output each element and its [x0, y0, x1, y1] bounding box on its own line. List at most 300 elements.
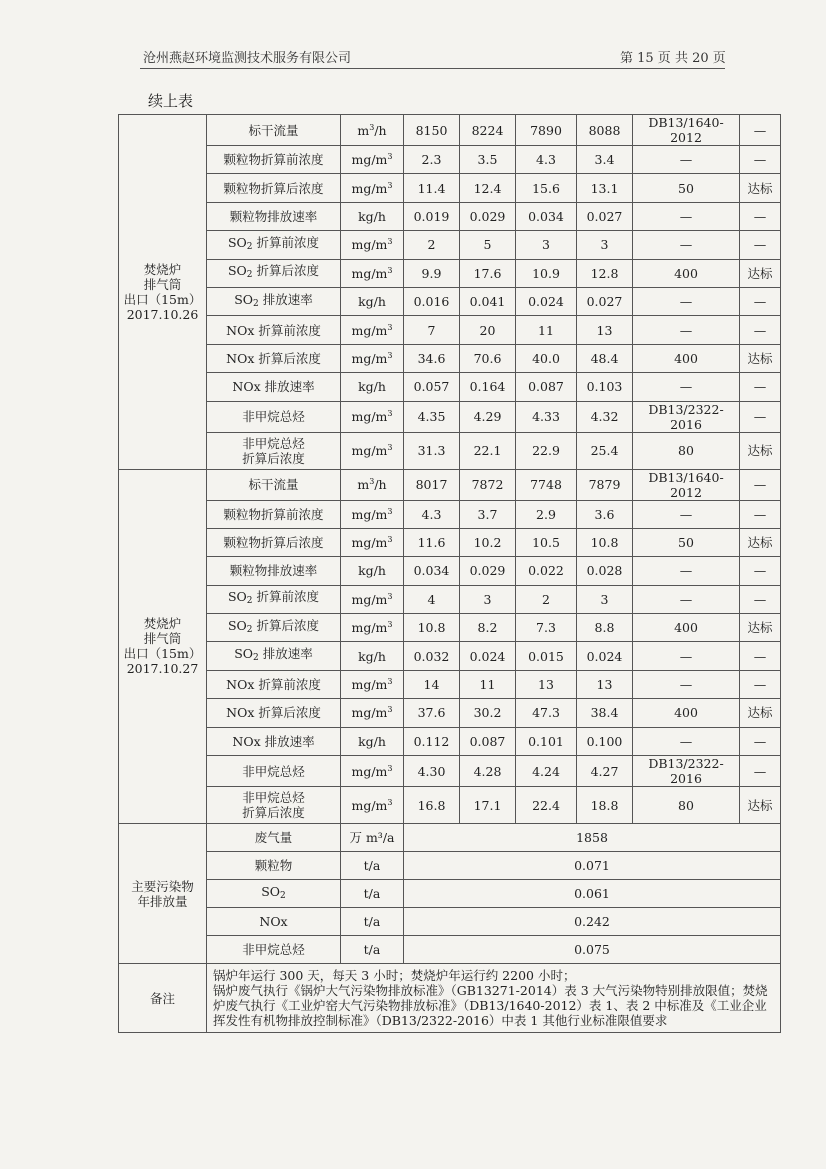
standard-limit: 400	[633, 259, 740, 287]
standard-limit: DB13/1640-2012	[633, 469, 740, 500]
annual-item	[207, 852, 341, 880]
measurement-value: 48.4	[577, 344, 633, 372]
group-label-line: 2017.10.27	[126, 661, 199, 677]
measurement-value: 4.24	[516, 756, 577, 787]
measurement-value: 8.2	[460, 614, 516, 642]
table-row	[119, 174, 781, 202]
unit-cell	[341, 287, 404, 315]
measurement-value: 13	[577, 670, 633, 698]
annual-item	[207, 908, 341, 936]
unit-text: kg/h	[358, 294, 386, 310]
unit-text: $mg/m^3$	[351, 443, 393, 459]
standard-limit: —	[633, 202, 740, 230]
unit-cell	[341, 432, 404, 469]
pollutant-item-line: 非甲烷总烃	[242, 435, 305, 451]
measurement-value: 10.8	[577, 528, 633, 556]
table-row	[119, 344, 781, 372]
measurement-value: 0.022	[516, 557, 577, 585]
measurement-value: 13	[577, 316, 633, 344]
group-label-line: 排气筒	[143, 631, 182, 647]
unit-cell	[341, 316, 404, 344]
standard-limit: —	[633, 670, 740, 698]
unit-text: kg/h	[358, 563, 386, 579]
pollutant-item	[207, 528, 341, 556]
unit-cell	[341, 344, 404, 372]
measurement-value: 34.6	[404, 344, 460, 372]
compliance-result: —	[740, 146, 781, 174]
pollutant-item	[207, 146, 341, 174]
pollutant-item-text: $SO_2$ 折算后浓度	[227, 263, 320, 281]
continued-table-label: 续上表	[148, 92, 194, 110]
measurement-value: 4.28	[460, 756, 516, 787]
pollutant-item-text: 颗粒物折算后浓度	[223, 535, 324, 551]
table-row	[119, 727, 781, 755]
unit-text: $mg/m^3$	[351, 237, 393, 253]
pollutant-item	[207, 202, 341, 230]
measurement-value: 0.027	[577, 287, 633, 315]
compliance-result: —	[740, 316, 781, 344]
annual-row	[119, 824, 781, 852]
page-number: 第 15 页 共 20 页	[620, 51, 726, 66]
compliance-result: —	[740, 231, 781, 259]
pollutant-item	[207, 787, 341, 824]
measurement-value: 7.3	[516, 614, 577, 642]
measurement-value: 3	[577, 231, 633, 259]
annual-unit: t/a	[341, 908, 404, 936]
pollutant-item-text: 颗粒物折算前浓度	[223, 506, 324, 522]
measurement-value: 22.9	[516, 432, 577, 469]
table-row	[119, 231, 781, 259]
table-row	[119, 585, 781, 613]
measurement-value: 3.7	[460, 500, 516, 528]
measurement-value: 0.028	[577, 557, 633, 585]
standard-limit: DB13/2322-2016	[633, 401, 740, 432]
measurement-value: 0.101	[516, 727, 577, 755]
measurement-value: 15.6	[516, 174, 577, 202]
table-row	[119, 259, 781, 287]
pollutant-item-text: 非甲烷总烃	[242, 763, 305, 779]
pollutant-item-text: 颗粒物折算前浓度	[223, 152, 324, 168]
notes-label: 备注	[119, 964, 207, 1033]
notes-line: 锅炉年运行 300 天，每天 3 小时；焚烧炉年运行约 2200 小时；	[213, 968, 576, 984]
measurement-value: 0.024	[516, 287, 577, 315]
measurement-value: 16.8	[404, 787, 460, 824]
table-row	[119, 787, 781, 824]
unit-cell	[341, 469, 404, 500]
pollutant-item	[207, 174, 341, 202]
pollutant-item-line: 折算后浓度	[242, 450, 305, 466]
table-row	[119, 316, 781, 344]
measurement-value: 4.27	[577, 756, 633, 787]
measurement-value: 0.027	[577, 202, 633, 230]
measurement-value: 8224	[460, 115, 516, 146]
measurement-value: 3.6	[577, 500, 633, 528]
measurement-value: 0.087	[516, 373, 577, 401]
pollutant-item-text: $SO_2$ 折算后浓度	[227, 617, 320, 635]
unit-text: kg/h	[358, 208, 386, 224]
measurement-value: 0.024	[577, 642, 633, 670]
compliance-result: 达标	[740, 259, 781, 287]
compliance-result: —	[740, 585, 781, 613]
standard-limit: —	[633, 585, 740, 613]
compliance-result: —	[740, 202, 781, 230]
standard-limit: —	[633, 373, 740, 401]
annual-item-text: 非甲烷总烃	[242, 942, 305, 958]
measurement-value: 0.032	[404, 642, 460, 670]
measurement-value: 25.4	[577, 432, 633, 469]
pollutant-item-text: $SO_2$ 折算前浓度	[227, 234, 320, 252]
measurement-value: 11	[516, 316, 577, 344]
unit-text: $mg/m^3$	[351, 763, 393, 779]
pollutant-item-text: 标干流量	[248, 122, 299, 138]
pollutant-item	[207, 115, 341, 146]
measurement-value: 17.6	[460, 259, 516, 287]
measurement-value: 0.112	[404, 727, 460, 755]
table-row	[119, 500, 781, 528]
table-row	[119, 202, 781, 230]
measurement-value: 47.3	[516, 699, 577, 727]
measurement-value: 20	[460, 316, 516, 344]
group-label-line: 2017.10.26	[126, 306, 199, 322]
measurement-value: 11	[460, 670, 516, 698]
measurement-value: 8017	[404, 469, 460, 500]
standard-limit: 400	[633, 614, 740, 642]
unit-text: $m^3/h$	[357, 122, 387, 138]
unit-cell	[341, 259, 404, 287]
header-divider	[140, 68, 725, 69]
measurement-value: 22.1	[460, 432, 516, 469]
standard-limit: —	[633, 146, 740, 174]
standard-limit: 80	[633, 432, 740, 469]
annual-value: 0.071	[404, 852, 781, 880]
measurement-value: 0.029	[460, 202, 516, 230]
unit-cell	[341, 373, 404, 401]
annual-unit: t/a	[341, 936, 404, 964]
pollutant-item	[207, 287, 341, 315]
measurement-value: 13.1	[577, 174, 633, 202]
annual-item	[207, 824, 341, 852]
compliance-result: —	[740, 469, 781, 500]
measurement-value: 4.3	[516, 146, 577, 174]
annual-unit: t/a	[341, 852, 404, 880]
pollutant-item	[207, 699, 341, 727]
measurement-value: 11.6	[404, 528, 460, 556]
unit-text: $mg/m^3$	[351, 506, 393, 522]
compliance-result: —	[740, 500, 781, 528]
measurement-value: 22.4	[516, 787, 577, 824]
measurement-value: 2	[516, 585, 577, 613]
compliance-result: —	[740, 287, 781, 315]
notes-line: 锅炉废气执行《锅炉大气污染物排放标准》（GB13271-2014）表 3 大气污染物特别排放限值；焚烧炉废气执行《工业炉窑大气污染物排放标准》（DB13/1640-2012）表 1、表 2 中标准及《工业企业挥发性有机物排放控制标准》（DB13/2322-2016）中表 1 其他行业标准限值要求	[213, 983, 768, 1029]
group-label-line: 出口（15m）	[123, 291, 202, 307]
annual-value: 1858	[404, 824, 781, 852]
unit-cell	[341, 699, 404, 727]
measurement-value: 0.016	[404, 287, 460, 315]
measurement-value: 2.9	[516, 500, 577, 528]
group-label-line: 出口（15m）	[123, 646, 202, 662]
pollutant-item	[207, 557, 341, 585]
company-name: 沧州燕赵环境监测技术服务有限公司	[143, 51, 352, 66]
unit-cell	[341, 528, 404, 556]
measurement-value: 0.029	[460, 557, 516, 585]
standard-limit: —	[633, 500, 740, 528]
standard-limit: —	[633, 316, 740, 344]
compliance-result: —	[740, 557, 781, 585]
unit-cell	[341, 231, 404, 259]
unit-cell	[341, 557, 404, 585]
unit-text: $m^3/h$	[357, 477, 387, 493]
measurement-value: 3	[460, 585, 516, 613]
table-row	[119, 642, 781, 670]
unit-cell	[341, 614, 404, 642]
unit-text: $mg/m^3$	[351, 591, 393, 607]
compliance-result: —	[740, 670, 781, 698]
pollutant-item	[207, 432, 341, 469]
measurement-value: 10.9	[516, 259, 577, 287]
table-row	[119, 287, 781, 315]
unit-text: $mg/m^3$	[351, 265, 393, 281]
measurement-value: 40.0	[516, 344, 577, 372]
annual-row	[119, 936, 781, 964]
unit-text: $mg/m^3$	[351, 535, 393, 551]
measurement-value: 0.057	[404, 373, 460, 401]
notes-row	[119, 964, 781, 1033]
measurement-value: 31.3	[404, 432, 460, 469]
annual-item-text: 颗粒物	[254, 858, 293, 874]
pollutant-item	[207, 344, 341, 372]
measurement-value: 4.3	[404, 500, 460, 528]
measurement-value: 7748	[516, 469, 577, 500]
unit-cell	[341, 146, 404, 174]
measurement-value: 4.33	[516, 401, 577, 432]
pollutant-item	[207, 231, 341, 259]
measurement-value: 17.1	[460, 787, 516, 824]
standard-limit: —	[633, 557, 740, 585]
measurement-value: 14	[404, 670, 460, 698]
measurement-value: 3.5	[460, 146, 516, 174]
measurement-value: 0.015	[516, 642, 577, 670]
measurement-value: 10.8	[404, 614, 460, 642]
standard-limit: —	[633, 727, 740, 755]
measurement-value: 3.4	[577, 146, 633, 174]
unit-text: $mg/m^3$	[351, 180, 393, 196]
pollutant-item-text: $SO_2$ 排放速率	[234, 646, 313, 664]
measurement-value: 0.019	[404, 202, 460, 230]
measurement-value: 4.35	[404, 401, 460, 432]
unit-text: kg/h	[358, 733, 386, 749]
standard-limit: DB13/1640-2012	[633, 115, 740, 146]
group-label	[119, 115, 207, 470]
measurement-value: 3	[577, 585, 633, 613]
pollutant-item	[207, 316, 341, 344]
measurement-value: 12.4	[460, 174, 516, 202]
measurement-value: 4.30	[404, 756, 460, 787]
measurement-value: 0.100	[577, 727, 633, 755]
group-label-line: 焚烧炉	[143, 616, 182, 632]
compliance-result: —	[740, 373, 781, 401]
measurement-value: 2.3	[404, 146, 460, 174]
pollutant-item-text: NOx 折算前浓度	[226, 677, 321, 693]
notes-content	[207, 964, 781, 1033]
pollutant-item	[207, 727, 341, 755]
pollutant-item-text: 颗粒物排放速率	[229, 208, 318, 224]
annual-item	[207, 880, 341, 908]
pollutant-item-text: 颗粒物排放速率	[229, 563, 318, 579]
compliance-result: 达标	[740, 699, 781, 727]
compliance-result: —	[740, 401, 781, 432]
pollutant-item	[207, 585, 341, 613]
measurement-value: 4.32	[577, 401, 633, 432]
group-label	[119, 469, 207, 824]
unit-cell	[341, 202, 404, 230]
annual-item-text: $SO_2$	[261, 883, 286, 901]
pollutant-item	[207, 373, 341, 401]
annual-item	[207, 936, 341, 964]
measurement-value: 2	[404, 231, 460, 259]
unit-cell	[341, 585, 404, 613]
table-row	[119, 401, 781, 432]
compliance-result: —	[740, 727, 781, 755]
table-row	[119, 146, 781, 174]
annual-label-line: 年排放量	[137, 893, 188, 909]
monitoring-results-table	[118, 114, 781, 1033]
measurement-value: 5	[460, 231, 516, 259]
measurement-value: 4.29	[460, 401, 516, 432]
pollutant-item-text: $SO_2$ 排放速率	[234, 291, 313, 309]
measurement-value: 7879	[577, 469, 633, 500]
measurement-value: 37.6	[404, 699, 460, 727]
annual-label	[119, 824, 207, 964]
unit-cell	[341, 727, 404, 755]
unit-cell	[341, 756, 404, 787]
measurement-value: 4	[404, 585, 460, 613]
pollutant-item	[207, 756, 341, 787]
unit-cell	[341, 642, 404, 670]
pollutant-item	[207, 401, 341, 432]
pollutant-item	[207, 614, 341, 642]
measurement-value: 8088	[577, 115, 633, 146]
measurement-value: 0.024	[460, 642, 516, 670]
measurement-value: 30.2	[460, 699, 516, 727]
group-label-line: 焚烧炉	[143, 261, 182, 277]
measurement-value: 8150	[404, 115, 460, 146]
measurement-value: 0.164	[460, 373, 516, 401]
measurement-value: 7890	[516, 115, 577, 146]
annual-unit: 万 m³/a	[341, 824, 404, 852]
pollutant-item	[207, 670, 341, 698]
standard-limit: 80	[633, 787, 740, 824]
table-row	[119, 699, 781, 727]
pollutant-item	[207, 469, 341, 500]
measurement-value: 0.034	[404, 557, 460, 585]
pollutant-item-text: NOx 折算后浓度	[226, 705, 321, 721]
annual-value: 0.061	[404, 880, 781, 908]
pollutant-item-text: NOx 排放速率	[232, 379, 315, 395]
unit-text: $mg/m^3$	[351, 620, 393, 636]
measurement-value: 12.8	[577, 259, 633, 287]
standard-limit: 50	[633, 528, 740, 556]
standard-limit: 50	[633, 174, 740, 202]
unit-cell	[341, 174, 404, 202]
pollutant-item-text: 标干流量	[248, 477, 299, 493]
unit-text: $mg/m^3$	[351, 797, 393, 813]
table-row	[119, 115, 781, 146]
measurement-value: 9.9	[404, 259, 460, 287]
measurement-value: 7872	[460, 469, 516, 500]
standard-limit: —	[633, 642, 740, 670]
compliance-result: 达标	[740, 614, 781, 642]
measurement-value: 10.2	[460, 528, 516, 556]
measurement-value: 10.5	[516, 528, 577, 556]
measurement-value: 0.087	[460, 727, 516, 755]
measurement-value: 7	[404, 316, 460, 344]
unit-cell	[341, 115, 404, 146]
table-row	[119, 614, 781, 642]
pollutant-item-line: 折算后浓度	[242, 805, 305, 821]
unit-text: $mg/m^3$	[351, 350, 393, 366]
standard-limit: 400	[633, 344, 740, 372]
pollutant-item-text: NOx 折算前浓度	[226, 322, 321, 338]
unit-text: kg/h	[358, 648, 386, 664]
annual-value: 0.075	[404, 936, 781, 964]
measurement-value: 0.034	[516, 202, 577, 230]
table-row	[119, 756, 781, 787]
unit-cell	[341, 787, 404, 824]
measurement-value: 11.4	[404, 174, 460, 202]
annual-item-text: NOx	[259, 914, 288, 930]
standard-limit: —	[633, 287, 740, 315]
measurement-value: 13	[516, 670, 577, 698]
unit-cell	[341, 401, 404, 432]
table-row	[119, 469, 781, 500]
pollutant-item	[207, 500, 341, 528]
measurement-value: 8.8	[577, 614, 633, 642]
table-row	[119, 528, 781, 556]
measurement-value: 0.041	[460, 287, 516, 315]
table-row	[119, 432, 781, 469]
annual-unit: t/a	[341, 880, 404, 908]
unit-text: $mg/m^3$	[351, 677, 393, 693]
unit-text: $mg/m^3$	[351, 705, 393, 721]
pollutant-item-line: 非甲烷总烃	[242, 790, 305, 806]
annual-row	[119, 908, 781, 936]
pollutant-item	[207, 259, 341, 287]
annual-item-text: 废气量	[254, 830, 293, 846]
unit-cell	[341, 670, 404, 698]
unit-cell	[341, 500, 404, 528]
measurement-value: 18.8	[577, 787, 633, 824]
compliance-result: 达标	[740, 174, 781, 202]
compliance-result: 达标	[740, 432, 781, 469]
standard-limit: DB13/2322-2016	[633, 756, 740, 787]
measurement-value: 0.103	[577, 373, 633, 401]
annual-value: 0.242	[404, 908, 781, 936]
unit-text: $mg/m^3$	[351, 322, 393, 338]
group-label-line: 排气筒	[143, 276, 182, 292]
measurement-value: 38.4	[577, 699, 633, 727]
compliance-result: —	[740, 115, 781, 146]
compliance-result: 达标	[740, 787, 781, 824]
unit-text: $mg/m^3$	[351, 409, 393, 425]
measurement-value: 3	[516, 231, 577, 259]
table-row	[119, 670, 781, 698]
pollutant-item-text: 非甲烷总烃	[242, 409, 305, 425]
table-row	[119, 557, 781, 585]
table-row	[119, 373, 781, 401]
annual-row	[119, 880, 781, 908]
standard-limit: —	[633, 231, 740, 259]
compliance-result: 达标	[740, 344, 781, 372]
